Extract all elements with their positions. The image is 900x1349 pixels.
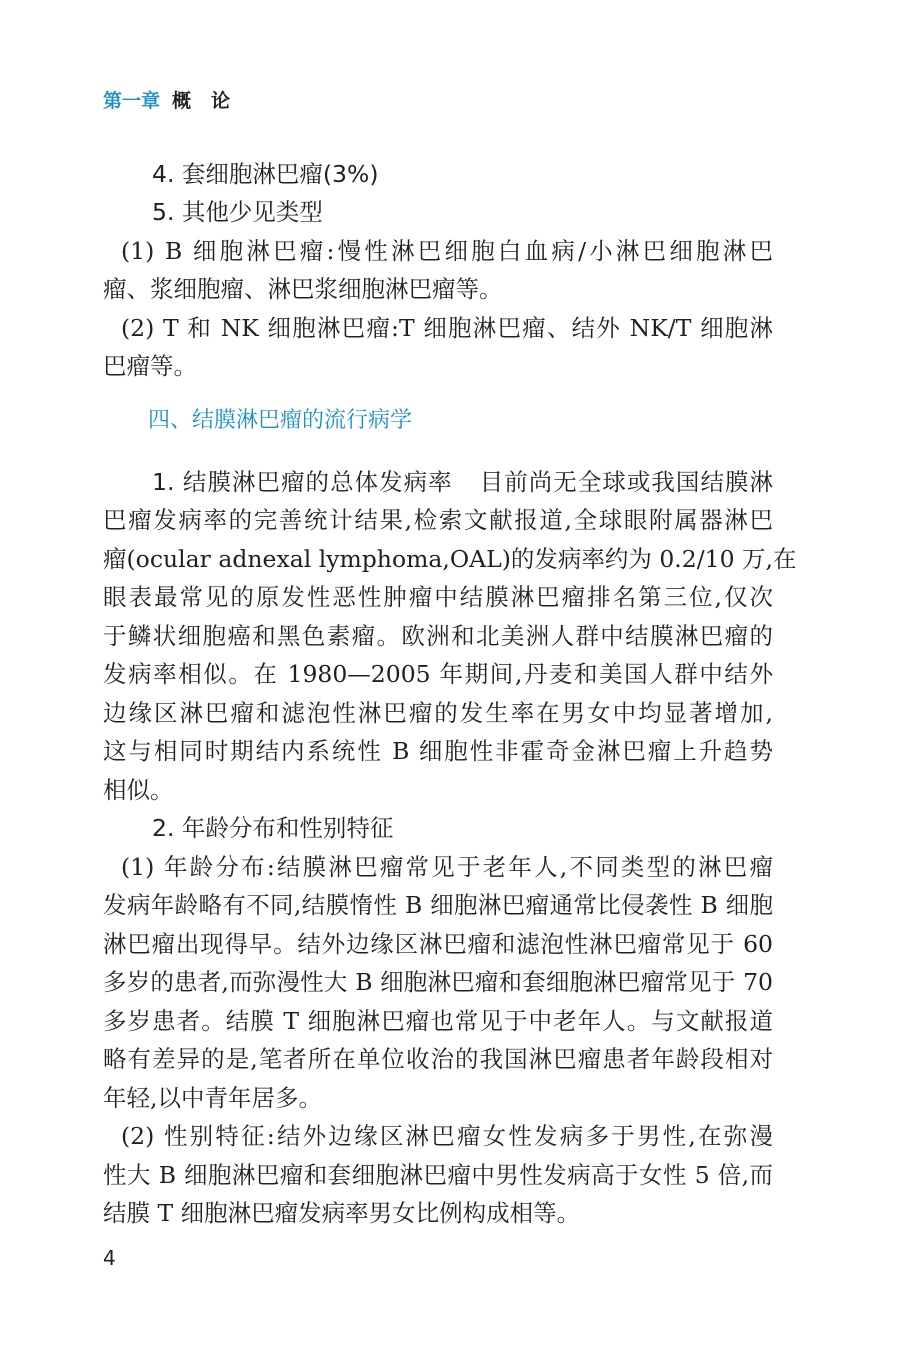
paragraph-line: 发病率相似。在 1980—2005 年期间,丹麦和美国人群中结外 xyxy=(103,660,773,688)
sub-item-1-line-2: 瘤、浆细胞瘤、淋巴浆细胞淋巴瘤等。 xyxy=(103,275,503,303)
part2-heading: 2. 年龄分布和性别特征 xyxy=(152,814,394,842)
paragraph-line: 略有差异的是,笔者所在单位收治的我国淋巴瘤患者年龄段相对 xyxy=(103,1045,773,1073)
paragraph-line: 多岁患者。结膜 T 细胞淋巴瘤也常见于中老年人。与文献报道 xyxy=(103,1007,773,1035)
paragraph-line: 发病年龄略有不同,结膜惰性 B 细胞淋巴瘤通常比侵袭性 B 细胞 xyxy=(103,891,773,919)
paragraph-line: 边缘区淋巴瘤和滤泡性淋巴瘤的发生率在男女中均显著增加, xyxy=(103,699,773,727)
paragraph-line: 相似。 xyxy=(103,776,174,804)
part1-first-line xyxy=(152,466,773,498)
paragraph-line: 淋巴瘤出现得早。结外边缘区淋巴瘤和滤泡性淋巴瘤常见于 60 xyxy=(103,930,773,958)
paragraph-line: 这与相同时期结内系统性 B 细胞性非霍奇金淋巴瘤上升趋势 xyxy=(103,737,773,765)
page-number: 4 xyxy=(103,1246,116,1270)
sub-item-2-line-1: (2) T 和 NK 细胞淋巴瘤:T 细胞淋巴瘤、结外 NK/T 细胞淋 xyxy=(121,314,773,342)
running-header xyxy=(103,89,250,113)
chapter-label: 第一章 xyxy=(103,90,161,112)
paragraph-line: 性大 B 细胞淋巴瘤和套细胞淋巴瘤中男性发病高于女性 5 倍,而 xyxy=(103,1161,773,1189)
paragraph-line: 眼表最常见的原发性恶性肿瘤中结膜淋巴瘤排名第三位,仅次 xyxy=(103,583,773,611)
part1-lead-text: 目前尚无全球或我国结膜淋 xyxy=(478,468,773,496)
paragraph-line: 瘤(ocular adnexal lymphoma,OAL)的发病率约为 0.2/10 万,在 xyxy=(103,545,797,573)
chapter-title: 概论 xyxy=(172,90,251,112)
part1-heading: 1. 结膜淋巴瘤的总体发病率 xyxy=(152,468,453,496)
sub-item-2-line-2: 巴瘤等。 xyxy=(103,352,197,380)
list-item-4: 4. 套细胞淋巴瘤(3%) xyxy=(152,160,379,188)
paragraph-line: 结膜 T 细胞淋巴瘤发病率男女比例构成相等。 xyxy=(103,1199,581,1227)
paragraph-line: 多岁的患者,而弥漫性大 B 细胞淋巴瘤和套细胞淋巴瘤常见于 70 xyxy=(103,968,773,996)
age-paragraph-first-line: (1) 年龄分布:结膜淋巴瘤常见于老年人,不同类型的淋巴瘤 xyxy=(121,853,773,881)
sex-paragraph-first-line: (2) 性别特征:结外边缘区淋巴瘤女性发病多于男性,在弥漫 xyxy=(121,1122,773,1150)
sub-item-1-line-1: (1) B 细胞淋巴瘤:慢性淋巴细胞白血病/小淋巴细胞淋巴 xyxy=(121,237,773,265)
paragraph-line: 于鳞状细胞癌和黑色素瘤。欧洲和北美洲人群中结膜淋巴瘤的 xyxy=(103,622,773,650)
paragraph-line: 巴瘤发病率的完善统计结果,检索文献报道,全球眼附属器淋巴 xyxy=(103,506,773,534)
paragraph-line: 年轻,以中青年居多。 xyxy=(103,1084,322,1112)
section-heading: 四、结膜淋巴瘤的流行病学 xyxy=(148,408,413,433)
list-item-5: 5. 其他少见类型 xyxy=(152,198,323,226)
